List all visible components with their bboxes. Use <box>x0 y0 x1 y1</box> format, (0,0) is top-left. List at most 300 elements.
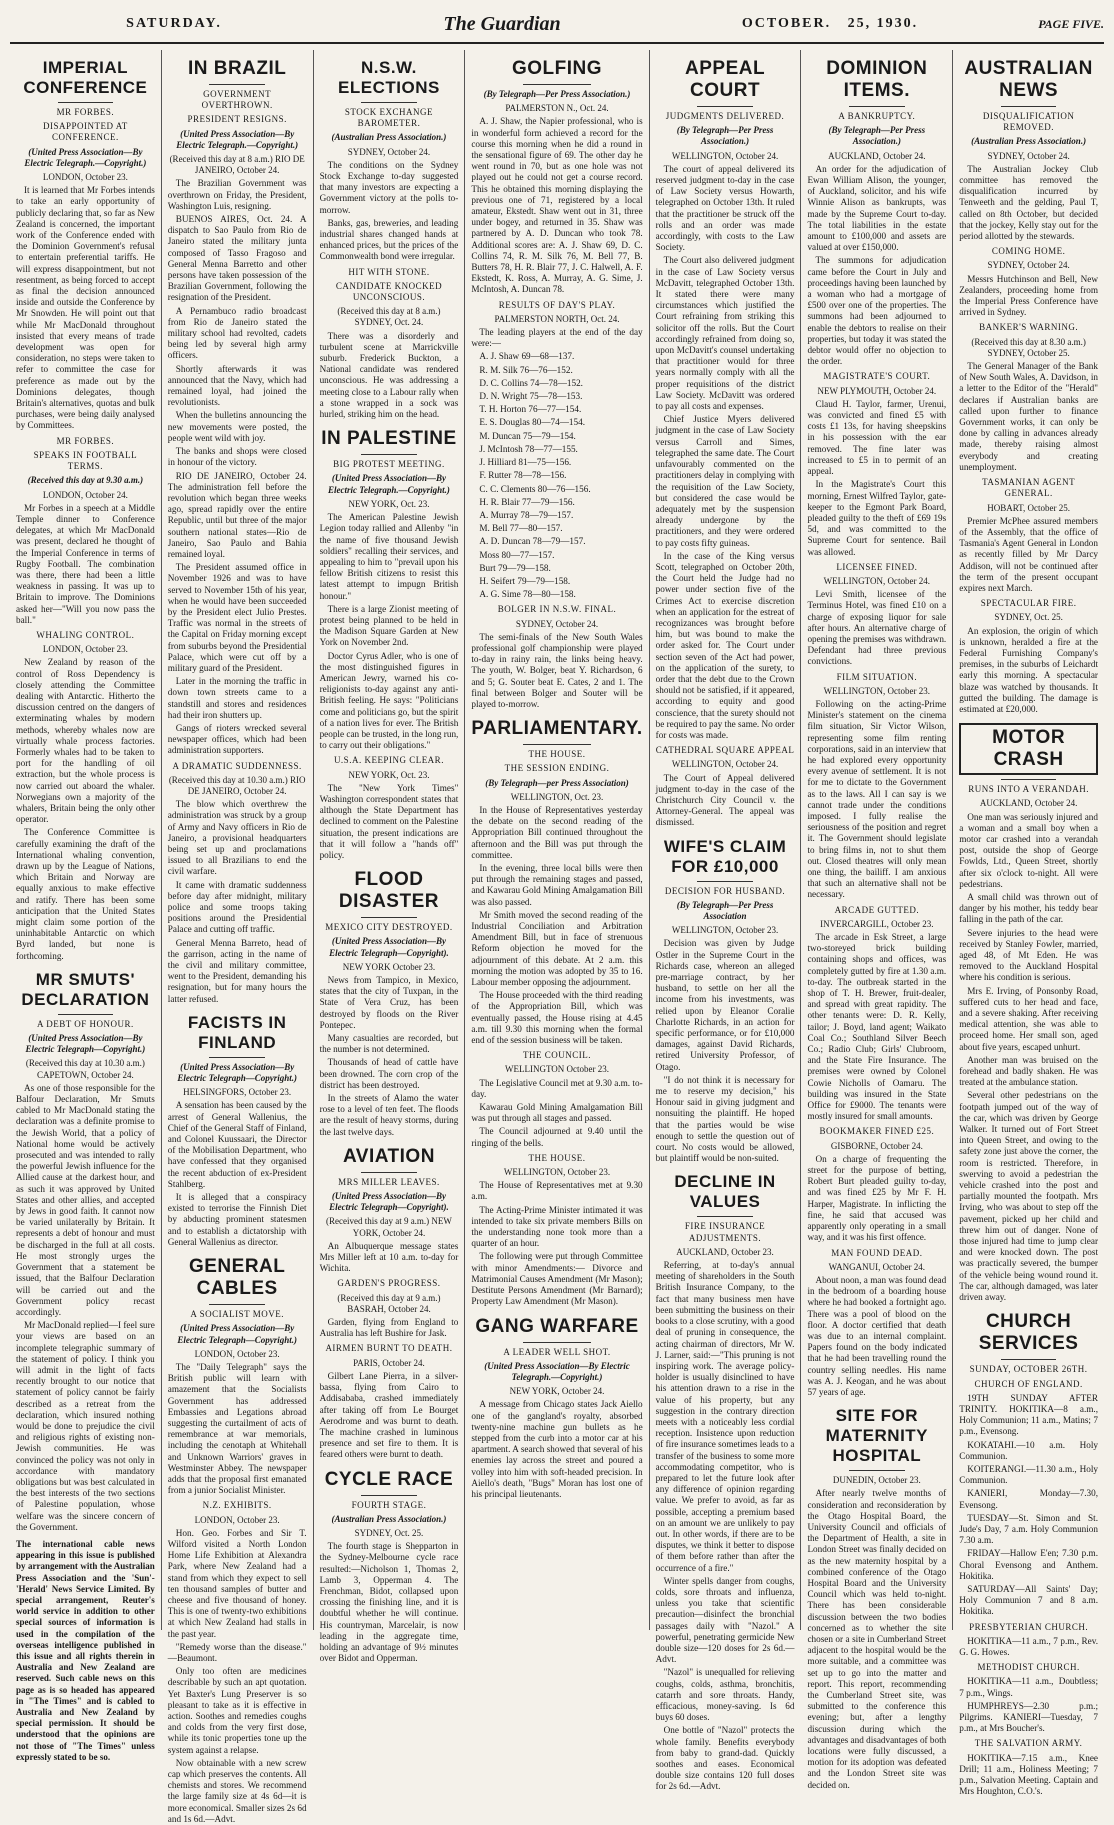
paragraph: The fourth stage is Shepparton in the Sydney-Melbourne cycle race resulted:—Nicholson 1, Thomas 2, Lamb 3, Opperman 4. The Frenchman, Bidot, collapsed upon crossing the finishing line, and it is doubtful whether he will continue. His countryman, Marcelair, is now leading in the aggregate time, holding an advantage of 9½ minutes over Bidot and Opperman. <box>319 1541 459 1664</box>
headline-rule <box>361 454 417 455</box>
headline: IMPERIAL CONFERENCE <box>23 58 148 97</box>
article <box>320 1469 459 1665</box>
dateline: SYDNEY, Oct. 25. <box>994 612 1063 623</box>
headline: DECLINE IN VALUES <box>674 1172 776 1212</box>
paragraph: RIO DE JANEIRO, October 24. The administration fell before the revolution which began three weeks ago, spread rapidly over the entire Republic, until but three of the major southern national states—Rio de Janeiro, Sao Paulo and Bahia remained loyal. <box>167 470 307 559</box>
headline-box: MOTOR CRASH <box>959 723 1098 775</box>
subheading: BOOKMAKER FINED £25. <box>819 1126 935 1137</box>
dateline: WELLINGTON, October 24. <box>671 150 779 161</box>
headline-rule <box>361 1172 417 1173</box>
headline-rule <box>361 102 417 103</box>
paragraph: C. C. Clements 80—76—156. <box>479 483 591 494</box>
headline: GOLFING <box>511 58 603 79</box>
article <box>320 1278 459 1339</box>
subheading: THE SESSION ENDING. <box>504 763 610 774</box>
paragraph: H. R. Blair 77—79—156. <box>479 496 575 507</box>
article <box>959 1738 1098 1797</box>
article <box>656 58 795 741</box>
article <box>959 322 1098 473</box>
paragraph: Several other pedestrians on the footpath jumped out of the way of the car, which was driven by George Walker. It turned out of Fort Street into Queen Street, and owing to the safety zone just above the corner, the room is restricted. Therefore, in swerving to avoid a pedestrian the vehicle crashed into the post and partially mounted the footpath. Mrs Irving, who was about to step off the pavement, picked up her child and threw him out of danger. None of those injured had time to jump clear and were knocked down. The post was practically severed, the bumper of the vehicle being wound round it. The car, although damaged, was later driven away. <box>959 1090 1098 1303</box>
paragraph: A. D. Duncan 78—79—157. <box>479 536 586 547</box>
paragraph: An order for the adjudication of Ewan William Alison, the younger, of Auckland, solicitor, and his wife Winnie Alison as bankrupts, was made by the Supreme Court to-day. The total liabilities in the estate amount to £100,000 and assets are valued at over £150,000. <box>807 163 947 253</box>
paragraph: T. H. Horton 76—77—154. <box>479 404 582 415</box>
wire-credit: (Received this day at 9.30 a.m.) <box>27 475 144 486</box>
paragraph: It came with dramatic suddenness before day after midnight, military police and some troops taking positions around the Presidential Palace and cutting off traffic. <box>167 879 307 935</box>
wire-credit: (United Press Association—By Electric Telegraph—Copyright). <box>329 936 449 958</box>
subheading: N.Z. EXHIBITS. <box>202 1500 272 1511</box>
dateline: (Received this day at 8 a.m.) RIO DE JANEIRO, October 24. <box>169 154 305 176</box>
subheading: MAN FOUND DEAD. <box>831 1247 923 1258</box>
dateline: WELLINGTON, October 23. <box>671 925 779 936</box>
wire-credit: (United Press Association—By Electric Telegraph.—Copyright.) <box>24 146 147 168</box>
paragraph: HOKITIKA—7.15 a.m., Knee Drill; 11 a.m., Holiness Meeting; 7 p.m., Salvation Meeting. Captain and Mrs Houghton, C.O.'s. <box>959 1752 1098 1797</box>
article <box>471 604 642 710</box>
paragraph: Following on the acting-Prime Minister's statement on the cinema film situation, Sir Victor Wilson, representing some film renting corporations, said in an interview that he had explored every opportunity every avenue of settlement. It is not for me to dictate to the Government as to the laws. All I can say is we cannot trade under the conditions imposed. I fully realise the seriousness of the position and regret it. The Government should legislate to bring films in, not to shut them out. Closed theatres will only mean one thing, the bailiff. I am anxious that such an alternative shall not be necessary. <box>807 698 947 900</box>
headline-rule <box>697 881 753 882</box>
paragraph: The summons for adjudication came before the Court in July and proceedings having been launched by a woman who had a mortgage of £500 over one of the properties. The summons had been adjourned to enable the debtors to realise on their properties, but today it was stated the debtor would offer no objection to the order. <box>807 255 947 367</box>
paragraph: BUENOS AIRES, Oct. 24. A dispatch to Sao Paulo from Rio de Janeiro stated the military junta composed of Tasso Fragoso and General Menna Barretto and other persons have taken possession of the Brazilian Government, following the resignation of the President. <box>167 214 307 303</box>
headline: CYCLE RACE <box>324 1468 454 1490</box>
subheading: A DEBT OF HONOUR. <box>36 1018 134 1029</box>
paragraph: In the evening, three local bills were then put through the remaining stages and passed, and Kawarau Gold Mining Amalgamation Bill was also passed. <box>471 862 643 907</box>
paragraph: The following were put through Committee with minor Amendments:— Divorce and Matrimonial Causes Amendment (Mr Mason); Destitute Persons Amendment (Mr Barnard); Property Law Amendment (Mr Mason). <box>471 1251 643 1307</box>
article <box>168 1256 307 1496</box>
headline: GANG WARFARE <box>475 1315 639 1337</box>
paragraph: M. Bell 77—80—157. <box>479 523 563 534</box>
article <box>959 598 1098 715</box>
dateline: (Received this day at 10.30 a.m.) CAPETOWN, October 24. <box>25 1058 145 1080</box>
article <box>807 672 946 901</box>
subheading: BANKER'S WARNING. <box>979 322 1079 333</box>
dateline: (Received this day at 8 a.m.) SYDNEY, Oct. 24. <box>337 306 441 328</box>
paragraph: Another man was bruised on the forehead and badly shaken. He was treated at the ambulance station. <box>959 1054 1098 1088</box>
paragraph: Mr MacDonald replied—I feel sure your views are based on an incomplete telegraphic summary of the statement of policy. I think you will admit in the light of facts recently brought to our notice that statement of policy cannot be fairly described as a retreat from the declaration, which insured nothing would be done to prejudice the civil and religious rights of existing non-Jewish communities. He was convinced the policy was not only in accordance with mandatory obligations but was best calculated in the best interests of the two sections of Palestine population, whose welfare was the sincere concern of the Government. <box>16 1320 155 1532</box>
article <box>959 1622 1098 1659</box>
dateline: SYDNEY, October 24. <box>987 150 1070 161</box>
paragraph: The semi-finals of the New South Wales professional golf championship were played to-day in rainy rain, the links being heavy. The youth, W. Bolger, beat Y. Richardson, 6 and 5; G. Souter beat E. Cates, 2 and 1. The final between Bolger and Souter will be played to-morrow. <box>471 631 643 709</box>
paragraph: KANIERI, Monday—7.30, Evensong. <box>959 1488 1098 1510</box>
subheading: CATHEDRAL SQUARE APPEAL <box>655 745 795 756</box>
subheading: A SOCIALIST MOVE. <box>190 1309 284 1320</box>
paragraph: J. Hilliard 81—75—156. <box>479 457 572 468</box>
wire-credit: (By Telegraph—Per Press Association <box>676 899 774 921</box>
paragraph: Messrs Hutchinson and Bell, New Zealanders, proceeding home from the Imperial Press Conference have arrived in Sydney. <box>959 273 1098 318</box>
masthead-date <box>666 16 994 32</box>
headline <box>959 723 1098 775</box>
paragraph: There is a large Zionist meeting of protest being planned to be held in the Madison Square Garden at New York on November 2nd. <box>319 603 459 648</box>
subheading: AIRMEN BURNT TO DEATH. <box>325 1343 453 1354</box>
article <box>807 1126 946 1243</box>
headline: AVIATION <box>342 1145 435 1167</box>
article <box>320 755 459 861</box>
headline-rule <box>209 1304 265 1305</box>
wire-credit: (United Press Association—By Electric Telegraph.—Copyright.) <box>484 1360 630 1382</box>
paragraph: The arcade in Esk Street, a large two-storeyed brick building containing shops and offices, was completely gutted by fire at 1.30 a.m. to-day. The outbreak started in the shop of T. H. Brewer, fruit-dealer, and spread with great rapidity. The other tenants were: D. R. Kelly, tailor; J. Boyd, land agent; Waikato Coal Co.; Southland Silver Beech Co.; Radio Club; Girls' Clubroom, and the State Fire Insurance. The premises were owned by Colonel Cowie Nicholls of Oamaru. The building was insured in the State Office for £9000. The tenants were mostly insured for small amounts. <box>807 932 947 1122</box>
paragraph: A small child was thrown out of danger by his mother, his teddy bear falling in the path of the car. <box>959 891 1098 925</box>
paragraph: A. J. Shaw 69—68—137. <box>479 351 575 362</box>
subheading: GOVERNMENT OVERTHROWN. <box>201 89 273 111</box>
subheading: BOLGER IN N.S.W. FINAL. <box>497 604 617 615</box>
paragraph: Only too often are medicines describable by such an apt quotation. Yet Baxter's Lung Preserver is so pleasant to take as it is effective in action. Soothes and remedies coughs and colds from the very first dose, while its tonic properties tone up the system against a relapse. <box>167 1666 307 1755</box>
column-6 <box>801 50 953 1790</box>
paragraph: The House of Representatives met at 9.30 a.m. <box>471 1180 643 1202</box>
paragraph: D. C. Collins 74—78—152. <box>479 377 583 388</box>
article <box>16 436 155 626</box>
dateline: WELLINGTON, October 23. <box>823 685 930 696</box>
article <box>807 371 946 557</box>
paragraph: D. N. Wright 75—78—153. <box>479 391 583 402</box>
dateline: PALMERSTON N., Oct. 24. <box>505 103 609 114</box>
paragraph: The Brazilian Government was overthrown on Friday, the President, Washington Luis, resigning. <box>167 178 307 211</box>
article <box>959 1311 1098 1617</box>
paragraph: In the streets of Alamo the water rose to a level of ten feet. The floods are the result of heavy storms, during the last twelve days. <box>319 1093 459 1137</box>
wire-credit: (United Press Association—By Electric Telegraph—Copyright.) <box>177 1323 297 1345</box>
dateline: SYDNEY, October 24. <box>347 146 431 157</box>
paragraph: Mrs E. Irving, of Ponsonby Road, suffered cuts to her head and face, and a severe shaking. After receiving medical attention, she was able to proceed home. Her small son, aged about five years, escaped unhurt. <box>959 985 1098 1052</box>
subheading: SUNDAY, OCTOBER 26TH. <box>969 1364 1088 1375</box>
headline: CHURCH SERVICES <box>978 1311 1079 1355</box>
masthead-date-number: 25, 1930. <box>847 16 919 31</box>
subheading: DECISION FOR HUSBAND. <box>664 885 786 896</box>
headline: FACISTS IN FINLAND <box>187 1012 287 1052</box>
headline: AUSTRALIAN NEWS <box>964 58 1093 101</box>
wire-credit: (By Telegraph—Per Press Association.) <box>483 89 631 99</box>
paragraph: Mr Forbes in a speech at a Middle Temple dinner to Conference delegates, at which Mr MacDonald was present, declared he thought of the Imperial Conference in terms of Rugby Football. The combination was there, there had been a little weakness in passing. It was up to Britain to improve. The Dominions asked her—"Will you now pass the ball." <box>16 502 155 625</box>
article <box>807 562 946 668</box>
article <box>959 723 1098 1303</box>
dateline: LONDON, October 24. <box>42 489 128 500</box>
paragraph: The "New York Times" Washington correspondent states that although the State Department has declined to comment on the Palestine situation, the present indications are that it will follow a "hands off" policy. <box>319 782 459 860</box>
dateline: SYDNEY, October 24. <box>987 260 1070 271</box>
paragraph: Decision was given by Judge Ostler in the Supreme Court in the Richards case, whereon an alleged pre-marriage contract, by her husband, to settle on her all the income from his investments, was relied upon by Eleanor Coralie Charlotte Richards, in an action for specific performance, or for £10,000 damages, against David Richards, retired University Professor, of Otago. <box>655 938 795 1072</box>
subheading: THE HOUSE. <box>528 1152 586 1163</box>
article <box>471 300 642 601</box>
subheading: JUDGMENTS DELIVERED. <box>665 111 785 121</box>
wire-credit: (United Press Association—By Electric Telegraph.—Copyright.) <box>327 473 450 495</box>
dateline: WELLINGTON, October 24. <box>671 759 779 770</box>
article <box>471 1316 642 1501</box>
paragraph: The Acting-Prime Minister intimated it was intended to take six private members Bills on the understanding none took more than a quarter of an hour. <box>471 1204 643 1249</box>
dateline: NEW YORK, October 24. <box>509 1386 605 1397</box>
column-4 <box>465 50 649 1630</box>
columns <box>10 50 1104 1824</box>
paragraph: The Conference Committee is carefully examining the draft of the International whaling convention, drawn up by the League of Nations, which Britain and Norway are equally anxious to make effective and ratify. There has been some anticipation that the United States might claim some portion of the uninhabitable Antarctic on which Byrd landed, but none is forthcoming. <box>16 827 155 961</box>
paragraph: The House proceeded with the third reading of the Appropriation Bill, which was eventually passed, the House rising at 4.45 a.m. till 9.30 this morning when the formal end of the session business will be taken. <box>471 990 643 1046</box>
paragraph: In the case of the King versus Scott, telegraphed on October 20th, the Court held the Judge had no power under section five of the Crimes Act to exercise discretion when an application for the estreat of recognizances was brought before him, but was bound to make the order asked for. The Court under section seven of the Act had power, on the application of the surety, to order that the debt due to the Crown should not be satisfied, if it appeared, according to equity and good conscience, that the surety should not be required to pay the same. No order for costs was made. <box>655 550 795 740</box>
dateline: WELLINGTON, October 24. <box>823 575 930 586</box>
paragraph: As one of those responsible for the Balfour Declaration, Mr Smuts cabled to Mr MacDonald stating the declaration was a definite promise to the Jewish World, that a policy of National home would be actively prosecuted and was intended to rally the powerful Jewish influence for the Allied cause at the darkest hour, and as such it was approved by United States and other allies, and accepted by Jews in good faith. It cannot now be varied unilaterally by Britain. It represents a debt of honour and must be discharged in the full at all costs. He most strongly urges the Government that a statement be issued, that the Balfour Declaration will be carried out and the Government policy recast accordingly. <box>16 1082 155 1317</box>
subheading: PRESIDENT RESIGNS. <box>187 114 287 125</box>
article <box>471 1050 642 1149</box>
paragraph: Chief Justice Myers delivered judgment in the case of Law Society versus Carroll and Simes, telegraphed the same date. The Court unfavourably commented on the practitioners delay in complying with the requisition of the Law Society, but considered the case would be adequately met by the suspension already undergone by the practitioners, and they were ordered to pay costs fifty guineas. <box>655 414 795 548</box>
paragraph: Now obtainable with a new screw cap which preserves the contents. All chemists and stores. We recommend the large family size at 4s 6d—it is more economical. Smaller sizes 2s 6d and 1s 6d.—Advt. <box>167 1757 307 1824</box>
article <box>168 58 307 757</box>
paragraph: One bottle of "Nazol" protects the whole family. Benefits everybody from baby to grand-dad. Quickly soothes and eases. Economical double size contains 120 full doses for 2s 6d.—Advt. <box>655 1725 795 1792</box>
wire-credit: (By Telegraph—Per Press Association.) <box>828 125 926 147</box>
dateline: WELLINGTON October 23. <box>504 1064 610 1075</box>
headline-rule <box>58 1014 114 1015</box>
wire-credit: (United Press Association—By Electric Telegraph.—Copyright.) <box>176 128 299 150</box>
paragraph: TUESDAY—St. Simon and St. Jude's Day, 7 a.m. Holy Communion 7.30 a.m. <box>959 1512 1098 1546</box>
wire-credit: (United Press Association—By Electric Telegraph—Copyright.) <box>25 1033 146 1055</box>
article <box>807 1248 946 1399</box>
headline-rule <box>209 84 265 85</box>
paragraph: "I do not think it is necessary for me to reserve my decision," his Honour said in giving judgment and nonsuiting the plaintiff. He hoped that the parties would be wise enough to settle the question out of court. No costs would be allowed, but plaintiff would be non-suited. <box>655 1074 795 1164</box>
dateline: WELLINGTON, October 23. <box>503 1167 611 1178</box>
column-7 <box>953 50 1104 1797</box>
subheading: METHODIST CHURCH. <box>977 1662 1080 1673</box>
column-5 <box>650 50 802 1792</box>
wire-credit: (Australian Press Association.) <box>331 132 447 143</box>
paragraph: 19TH SUNDAY AFTER TRINITY. HOKITIKA—8 a.m., Holy Communion; 11 a.m., Matins; 7 p.m., Evensong. <box>959 1392 1098 1437</box>
paragraph: The blow which overthrew the administration was struck by a group of Army and Navy officers in Rio de Janeiro, a provisional headquarters being set up and proclamations issued to all Brazilians to end the civil warfare. <box>167 799 307 877</box>
subheading: RUNS INTO A VERANDAH. <box>968 784 1089 795</box>
paragraph: Garden, flying from England to Australia has left Bushire for Jask. <box>319 1317 459 1339</box>
article <box>168 1013 307 1248</box>
paragraph: The leading players at the end of the day were:— <box>471 327 643 349</box>
dateline: SYDNEY, October 24. <box>515 618 599 629</box>
article <box>16 1539 155 1763</box>
paragraph: The Legislative Council met at 9.30 a.m. to-day. <box>471 1077 643 1099</box>
headline-rule <box>697 106 753 107</box>
article <box>656 837 795 1165</box>
paragraph: News from Tampico, in Mexico, states that the city of Tuxpan, in the State of Vera Cruz, has been destroyed by floods on the River Pontepec. <box>319 975 459 1030</box>
dateline: LONDON, October 23. <box>42 172 128 183</box>
dateline: WELLINGTON, Oct. 23. <box>510 791 604 802</box>
headline: WIFE'S CLAIM FOR £10,000 <box>663 836 787 876</box>
headline-rule <box>523 744 592 745</box>
subheading: U.S.A. KEEPING CLEAR. <box>333 755 444 766</box>
paragraph: H. Seifert 79—79—158. <box>479 575 571 586</box>
headline-rule <box>849 106 905 107</box>
paragraph: HOKITIKA—11 a.m., Doubtless; 7 p.m., Wings. <box>959 1676 1098 1698</box>
page-number: PAGE FIVE. <box>1038 16 1104 31</box>
paragraph: In the Magistrate's Court this morning, Ernest Wilfred Taylor, gate-keeper to the Egmont Park Board, pleaded guilty to the theft of £69 19s 5d, and was committed to the Supreme Court for sentence. Bail was allowed. <box>807 479 947 557</box>
paragraph: Referring, at to-day's annual meeting of shareholders in the South British Insurance Company, to the fact that many business men have been submitting the business on their books to a close scrutiny, with a good deal of pruning in consequence, the acting chairman of directors, Mr W. J. Larner, said:—"This pruning is not inspiring work. The average policy-holder is usually disinclined to have his attention drawn to a rise in the value of his property, but any suggestion in the contrary direction meets with a noticeably less cordial reception. Insistence upon reduction of fire insurance sometimes leads to a transfer of the business to some more accommodating competitor, who is prepared to let the future look after any difference of opinion regarding value. We prefer to avoid, as far as possible, accepting a premium based on an amount we are unlikely to pay out. In other words, if there are to be disputes, we think it better to dispose of them before rather than after the occurrence of a fire." <box>655 1260 795 1573</box>
paragraph: HOKITIKA—11 a.m., 7 p.m., Rev. G. G. Howes. <box>959 1635 1098 1657</box>
subheading: DISAPPOINTED AT CONFERENCE. <box>43 121 128 143</box>
article <box>320 1146 459 1275</box>
article <box>807 1406 946 1791</box>
subheading: A DRAMATIC SUDDENNESS. <box>172 760 302 771</box>
paragraph: In the House of Representatives yesterday the debate on the second reading of the Appropriation Bill continued throughout the afternoon and the Bill was put through the committee. <box>471 804 643 860</box>
headline: N.S.W. ELECTIONS <box>338 58 440 97</box>
article <box>656 1172 795 1792</box>
dateline: LONDON, October 23. <box>194 1514 280 1525</box>
paragraph: The Australian Jockey Club committee has removed the disqualification incurred by Tenweeth and the gelding, Paul T, called on 8th October, but decided that the jockey, Kelly stay out for the period allotted by the stewards. <box>959 163 1098 242</box>
paragraph: About noon, a man was found dead in the bedroom of a boarding house where he had booked a fortnight ago. There was a pool of blood on the floor. A doctor certified that death was due to an internal complaint. Papers found on the body indicated that he had been travelling round the country selling needles. His name was A. J. Keogan, and he was about 57 years of age. <box>807 1274 947 1397</box>
paragraph: Mr Smith moved the second reading of the Industrial Conciliation and Arbitration Amendment Bill, but in face of strenuous Reform objection he moved for the adjournment of this debate. At 2 a.m. this morning the motion was adopted by 35 to 16. Labour member opposing the adjournment. <box>471 909 643 988</box>
headline: APPEAL COURT <box>685 58 766 101</box>
column-3 <box>314 50 466 1664</box>
headline-rule <box>361 1495 417 1496</box>
dateline: INVERCARGILL, October 23. <box>820 918 934 929</box>
headline-rule <box>523 84 592 85</box>
article <box>168 761 307 1005</box>
dateline: LONDON, October 23. <box>42 644 128 655</box>
subheading: THE HOUSE. <box>528 749 586 760</box>
paragraph: The banks and shops were closed in honour of the victory. <box>167 446 307 468</box>
paragraph: General Menna Barreto, head of the garrison, acting in the name of the civil and military committee, went to the President, demanding his resignation, but for many hours the latter refused. <box>167 937 307 1004</box>
paragraph: Severe injuries to the head were received by Stanley Fowler, married, aged 48, of Mt Eden. He was removed to the Auckland Hospital where his condition is serious. <box>959 927 1098 983</box>
paragraph: When the bulletins announcing the new movements were posted, the people went wild with joy. <box>167 410 307 443</box>
article <box>656 745 795 828</box>
paragraph: The Council adjourned at 9.40 until the ringing of the bells. <box>471 1126 643 1148</box>
paragraph: The President assumed office in November 1926 and was to have served to November 15th of his year, when he would have been succeeded by the President elect Julio Prestes. Traffic was normal in the streets of the Capital on Friday morning except from suburbs beyond the Presidential Palace, which were cut off by a military guard of the President. <box>167 562 307 673</box>
paragraph: Doctor Cyrus Adler, who is one of the most distinguished figures in American Jewry, warned his co-religionists to-day against any anti-British feeling. He says: "Politicians come and politicians go, but the spirit of a nation lives for ever. The British people can be trusted, in the long run, to carry out their obligations." <box>319 650 459 751</box>
paragraph: The "Daily Telegraph" says the British public will learn with amazement that the Socialists Government has addressed Embassies and Legations abroad suggesting the curtailment of acts of remembrance at war memorials, including the cenotaph at Whitehall and Unknown Warriors' graves in Westminster Abbey. The newspaper adds that the proposal first emanated from a junior Socialist Minister. <box>167 1361 307 1496</box>
article <box>959 1662 1098 1734</box>
headline: IN BRAZIL <box>187 58 287 79</box>
headline: SITE FOR MATERNITY HOSPITAL <box>825 1406 929 1466</box>
paragraph: It is alleged that a conspiracy existed to terrorise the Finnish Diet by abducting prominent statesmen and to establish a dictatorship with General Wallenius as director. <box>167 1192 307 1247</box>
headline-rule <box>697 1216 753 1217</box>
dateline: (Received this day at 9 a.m.) NEW YORK, October 24. <box>325 1216 452 1238</box>
dateline: (Received this day at 9 a.m.) BASRAH, October 24. <box>337 1292 441 1314</box>
paragraph: The conditions on the Sydney Stock Exchange to-day suggested that many investors are expecting a Government victory at the polls to-morrow. <box>319 159 459 215</box>
wire-credit: (By Telegraph—per Press Association) <box>485 777 629 788</box>
masthead-month: OCTOBER. <box>741 16 832 31</box>
headline-rule <box>1001 106 1057 107</box>
paragraph: A Pernambuco radio broadcast from Rio de Janeiro stated the military school had revolted, cadets being led by several high army officers. <box>167 305 307 361</box>
dateline: GISBORNE, October 24. <box>830 1140 923 1151</box>
paragraph: Hon. Geo. Forbes and Sir T. Wilford visited a North London Home Life Exhibition at Alexandra Park, where New Zealand had a stand from which they expect to sell ten thousand samples of butter and cheese and five thousand of honey. This is one of twenty-two exhibitions at which New Zealand had stalls in the past year. <box>167 1527 307 1639</box>
wire-credit: (Australian Press Association.) <box>971 136 1087 147</box>
dateline: SYDNEY, Oct. 25. <box>354 1527 424 1538</box>
wire-credit: (United Press Association—By Electric Telegraph—Copyright.) <box>177 1061 297 1084</box>
headline-rule <box>1001 779 1057 780</box>
dateline: HOBART, October 25. <box>987 502 1070 513</box>
headline: DOMINION ITEMS. <box>826 58 928 101</box>
paragraph: The General Manager of the Bank of New South Wales, A. Davidson, in a letter to the Editor of the "Herald" declares if Australian banks are called upon further to finance Government works, it can only be done by calling in advances already made, thereby raising almost everybody and creating unemployment. <box>959 361 1098 472</box>
paragraph: Many casualties are recorded, but the number is not determined. <box>319 1033 459 1055</box>
paragraph: The court of appeal delivered its reserved judgment to-day in the case of Law Society versus Howarth, telegraphed on October 13th. It ruled that the practitioner be struck off the rolls and an order was made accordingly, with costs to the Law Society. <box>655 163 795 253</box>
paragraph: HUMPHREYS—2.30 p.m.; Pilgrims. KANIERI—Tuesday, 7 p.m., at Mrs Boucher's. <box>959 1700 1098 1734</box>
dateline: NEW YORK October 23. <box>342 961 436 972</box>
paragraph: Burt 79—79—158. <box>479 562 551 573</box>
article <box>16 58 155 432</box>
article <box>807 58 946 367</box>
dateline: HELSINGFORS, October 23. <box>183 1087 292 1098</box>
paragraph: KOKATAHI.—10 a.m. Holy Communion. <box>959 1439 1098 1461</box>
paragraph: Gangs of rioters wrecked several newspaper offices, which had been administration supporters. <box>167 722 307 756</box>
dateline: LONDON, October 23. <box>194 1348 280 1359</box>
paragraph: Premier McPhee assured members of the Assembly, that the office of Tasmania's Agent General in London as recently filled by Mr Darcy Addison, will not be continued after the term of the present occupant expires next March. <box>959 515 1098 593</box>
subheading: HIT WITH STONE. <box>348 266 430 277</box>
wire-credit: (Australian Press Association.) <box>331 1513 447 1524</box>
article <box>959 58 1098 242</box>
subheading: CHURCH OF ENGLAND. <box>974 1378 1083 1389</box>
dateline: NEW YORK, Oct. 23. <box>348 498 430 509</box>
subheading: CANDIDATE KNOCKED UNCONSCIOUS. <box>335 280 443 303</box>
dateline: AUCKLAND, October 23. <box>676 1246 774 1257</box>
subheading: THE COUNCIL. <box>523 1050 591 1061</box>
paragraph: The Court also delivered judgment in the case of Law Society versus McDavitt, telegraphed October 13th. It stated there were many circumstances which justified the Court refraining from striking this solicitor off the rolls. But the Court accordingly refrained from doing so, upon McDavitt's counsel undertaking that practitioner would for three years normally comply with all the proper requisitions of the district Law Society. McDavitt was ordered to pay all costs and expenses. <box>655 255 795 412</box>
paragraph: Levi Smith, licensee of the Terminus Hotel, was fined £10 on a charge of exposing liquor for sale after hours. An alternative charge of opening the premises was withdrawn. Defendant had three previous convictions. <box>807 589 947 667</box>
dateline: NEW YORK, Oct. 23. <box>348 769 430 780</box>
paragraph: M. Duncan 75—79—154. <box>479 430 576 441</box>
paragraph: An explosion, the origin of which is unknown, heralded a fire at the Federal Furnishing Company's premises, in the suburbs of Leichardt early this morning. A spectacular blaze was watched by thousands. It gutted the building. The damage is estimated at £20,000. <box>959 625 1098 714</box>
subheading: RESULTS OF DAY'S PLAY. <box>498 299 616 310</box>
headline-rule <box>849 1470 905 1471</box>
paragraph: Later in the morning the traffic in down town streets came to a standstill and stores and residences had their iron shutters up. <box>167 676 307 720</box>
subheading: DISQUALIFICATION REMOVED. <box>982 111 1075 133</box>
paragraph: F. Rutter 78—78—156. <box>479 470 567 481</box>
wire-credit: (United Press Association—By Electric Telegraph—Copyright). <box>329 1191 449 1213</box>
headline: FLOOD DISASTER <box>338 869 439 913</box>
headline-rule <box>361 917 417 918</box>
paragraph: An Albuquerque message states Mrs Miller left at 10 a.m. to-day for Wichita. <box>319 1240 459 1274</box>
paragraph: Thousands of head of cattle have been drowned. The corn crop of the district has been destroyed. <box>319 1057 459 1090</box>
cable-notice: The international cable news appearing in this issue is published by arrangement with the Australian Press Association and the 'Sun'-'Herald' News Service Limited. By special arrangement, Reuter's world service in addition to other special sources of information is used in the compilation of the overseas intelligence published in this issue and all rights therein in Australia and New Zealand are reserved. Such cable news on this page as is so headed has appeared in "The Times" and is cabled to Australia and New Zealand by special permission. It should be understood that the opinions are not those of "The Times" unless expressly stated to be so. <box>16 1538 155 1762</box>
masthead-title: The Guardian <box>443 12 561 35</box>
article <box>959 477 1098 594</box>
article <box>471 1153 642 1308</box>
subheading: SPEAKS IN FOOTBALL TERMS. <box>33 449 138 472</box>
article <box>320 58 459 263</box>
article <box>168 1500 307 1825</box>
paragraph: One man was seriously injured and a woman and a small boy when a motor car crashed into a verandah post, outside the shop of George Fowlds, Ltd., Queen Street, shortly after six o'clock to-night. All were pedestrians. <box>959 811 1098 889</box>
headline-rule <box>523 1342 592 1343</box>
paragraph: New Zealand by reason of the control of Ross Dependency is closely attending the Committee dealing with Antarctic. Hitherto the discussion centred on the dangers of exterminating whales by modern methods, whereby whales now are virtually whale process factories. Formerly whales had to be taken to port for the handling of oil extraction, but the whole process is now carried out aboard the whaler. Norwegians own a majority of the whalers, Britain being the only other operator. <box>16 657 155 825</box>
paragraph: After nearly twelve months of consideration and reconsideration by the Otago Hospital Board, the University Council and officials of the Department of Health, a site in London Street was finally decided on as the new maternity hospital by a combined conference of the Otago Hospital Board and the University Council which was held to-night. There has been considerable discussion between the two bodies concerned as to whether the site chosen or a site in Cumberland Street adjacent to the hospital would be the more suitable, and a committee was set up to go into the matter and report. This report, recommending the Cumberland Street site, was submitted to the conference this evening; but, after a lengthy discussion during which the advantages and disadvantages of both locations were fully discussed, a motion for its adoption was defeated and the London Street site was decided on. <box>807 1488 947 1790</box>
paragraph: Gilbert Lane Pierra, in a silver-bassa, flying from Cairo to Addisababa, crashed immediately after taking off from Le Bourget Aerodrome and was burnt to death. The machine crashed in luminous presence and set fire to them. It is feared others were burnt to death. <box>319 1370 459 1460</box>
subheading: PRESBYTERIAN CHURCH. <box>969 1621 1089 1632</box>
subheading: LICENSEE FINED. <box>836 561 918 572</box>
paragraph: A. J. Shaw, the Napier professional, who is in wonderful form achieved a record for the course this morning when he did a round in the sensational figure of 69. The other day he went round in 70, but as one hole was not played out he could not get a course record. This he obtained this morning displaying the previous one of 71, registered by a local amateur, Ekstedt. Shaw went out in 31, three under bogey, and returned in 35. Shaw was partnered by A. D. Duncan who took 78. Additional scores are: A. J. Shaw 69, D. C. Collins 74, R. M. Silk 76, M. Bell 77, B. Butters 78, H. R. Blair 77, J. C. Halwell, A. F. Ekstedt, K. Ross, A. Murray, A. G. Sime, J. McIntosh, A. Duncan 78. <box>471 116 643 295</box>
paragraph: A sensation has been caused by the arrest of General Wallenius, the Chief of the General Staff of Finland, and Colonel Kuussaari, the Director of the Mobilisation Department, who have confessed that they organised the recent abduction of ex-President Stahlberg. <box>167 1100 307 1189</box>
headline-rule <box>58 102 114 103</box>
article <box>320 267 459 421</box>
subheading: FIRE INSURANCE ADJUSTMENTS. <box>684 1221 766 1243</box>
paragraph: Banks, gas, breweries, and leading industrial shares changed hands at enhanced prices, but the prices of the Commonwealth bond were irregular. <box>319 217 459 262</box>
headline: IN PALESTINE <box>321 428 457 450</box>
subheading: FILM SITUATION. <box>836 671 918 682</box>
dateline: PALMERSTON NORTH, Oct. 24. <box>494 313 620 324</box>
headline: MR SMUTS' DECLARATION <box>21 969 150 1009</box>
paragraph: Moss 80—77—157. <box>479 549 555 560</box>
dateline: DUNEDIN, October 23. <box>832 1475 921 1486</box>
paragraph: FRIDAY—Hallow E'en; 7.30 p.m. Choral Evensong and Anthem. Hokitika. <box>959 1548 1098 1581</box>
dateline: (Received this day at 8.30 a.m.) SYDNEY, October 25. <box>971 336 1086 358</box>
subheading: ARCADE GUTTED. <box>834 904 920 915</box>
headline: GENERAL CABLES <box>188 1256 286 1300</box>
subheading: FOURTH STAGE. <box>351 1499 427 1510</box>
masthead <box>10 6 1104 44</box>
paragraph: There was a disorderly and turbulent scene at Marrickville suburb. Frederick Buckton, a National candidate was rendered unconscious. He was addressing a meeting close to a Labour rally when a stone wrapped in a sock was hurled, striking him on the head. <box>319 330 459 420</box>
paragraph: On a charge of frequenting the street for the purpose of betting, Robert Burt pleaded guilty to-day, and was fined £25 by Mr F. H. Harper, Magistrate. In inflicting the fine, he said that accused was apparently only operating in a small way, and it was his first offence. <box>807 1153 947 1243</box>
subheading: BIG PROTEST MEETING. <box>333 459 445 470</box>
subheading: MEXICO CITY DESTROYED. <box>325 922 453 933</box>
paragraph: A. Murray 78—79—157. <box>479 509 574 520</box>
dateline: WANGANUI, October 24. <box>828 1261 926 1272</box>
paragraph: E. S. Douglas 80—74—154. <box>479 417 585 428</box>
subheading: MR FORBES. <box>56 435 115 446</box>
paragraph: A. G. Sime 78—80—158. <box>479 589 576 600</box>
subheading: STOCK EXCHANGE BAROMETER. <box>344 107 433 129</box>
paragraph: It is learned that Mr Forbes intends to take an early opportunity of publicly declaring that, so far as New Zealand is concerned, the important work of the Conference ended with the Dominion Government's refusal to entertain preferential tariffs. He will express disappointment, but not resentment, as being forced to accept as final the decision announced inside and outside the Conference by Mr Snowden. He will point out that while Mr MacDonald throughout insisted that every means of trade development was open for consideration, no steps were taken to refer to committee the case for preference as made out by the Dominions delegates, though Britain's alternatives, quotas and bulk purchases, were being daily analysed by Committees. <box>16 185 155 431</box>
dateline: AUCKLAND, October 24. <box>979 798 1078 809</box>
paragraph: J. McIntosh 78—77—155. <box>479 443 578 454</box>
article <box>320 428 459 751</box>
subheading: MAGISTRATE'S COURT. <box>823 371 931 382</box>
paragraph: R. M. Silk 76—76—152. <box>479 364 573 375</box>
article <box>471 718 642 1046</box>
article <box>16 970 155 1533</box>
subheading: WHALING CONTROL. <box>36 629 135 640</box>
paragraph: The American Palestine Jewish Legion today rallied and Allenby "in the name of five thousand Jewish soldiers" recalling their services, and appealing to him to "prevail upon his fellow British citizens to resist this latest attempt to impugn British honour." <box>319 512 459 601</box>
subheading: TASMANIAN AGENT GENERAL. <box>982 477 1076 499</box>
